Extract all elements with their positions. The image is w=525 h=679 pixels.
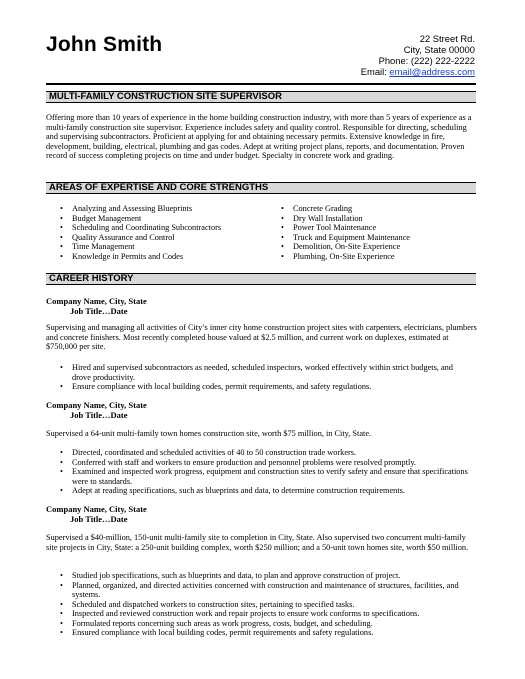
section-bar-summary: [46, 91, 476, 103]
job-title: Job Title…Date: [70, 410, 128, 420]
skills-list-left: [60, 204, 280, 261]
job-bullets: [60, 363, 465, 392]
job-bullet: • Examined and inspected work progress, equipment and construction sites to verify safety and ensure that specifications were to standards.: [60, 467, 470, 486]
job-description: Supervised a $40-million, 150-unit multi-family site to completion in City, State. Also supervised two concurrent multi-family site projects in City, State: a 250-unit building complex, worth $250 million; and a 50-unit town homes site, worth $50 million.: [46, 533, 469, 552]
job-description: Supervised a 64-unit multi-family town homes construction site, worth $75 million, in City, State.: [46, 429, 372, 438]
job-header: [46, 400, 147, 420]
company-name: Company Name, City, State: [46, 504, 147, 514]
skill-item: • Budget Management: [60, 214, 280, 224]
job-bullet: • Conferred with staff and workers to ensure production and personnel problems were resolved promptly.: [60, 458, 470, 468]
job-title: Job Title…Date: [70, 514, 128, 524]
header-rule: [46, 83, 476, 85]
job-bullet: • Directed, coordinated and scheduled activities of 40 to 50 construction trade workers.: [60, 448, 470, 458]
section-bar-skills: [46, 182, 476, 194]
contact-block: [361, 33, 475, 77]
skill-item: • Power Tool Maintenance: [281, 223, 476, 233]
skill-item: • Concrete Grading: [281, 204, 476, 214]
skills-list-right: [281, 204, 476, 261]
section-heading-career: CAREER HISTORY: [49, 273, 134, 284]
skill-item: • Time Management: [60, 242, 280, 252]
candidate-name: John Smith: [46, 33, 163, 56]
skill-item: • Demolition, On-Site Experience: [281, 242, 476, 252]
skill-item: • Quality Assurance and Control: [60, 233, 280, 243]
job-description: Supervising and managing all activities of City’s inner city home construction project sites with carpenters, electricians, plumbers and concrete finishers. Most recently completed house valued at $2.5 million, and current work on duplexes, estimated at $750,000 per site.: [46, 323, 477, 351]
company-name: Company Name, City, State: [46, 400, 147, 410]
section-bar-career: [46, 273, 476, 285]
job-bullet: • Planned, organized, and directed activities concerned with construction and maintenance of structures, facilities, and systems.: [60, 581, 470, 600]
address-line: 22 Street Rd.: [419, 33, 475, 44]
email-label: Email:: [360, 66, 387, 77]
skill-item: • Plumbing, On-Site Experience: [281, 252, 476, 262]
section-heading-summary: MULTI-FAMILY CONSTRUCTION SITE SUPERVISOR: [49, 91, 282, 102]
job-bullet: • Adept at reading specifications, such as blueprints and data, to determine construction requirements.: [60, 486, 470, 496]
section-heading-skills: AREAS OF EXPERTISE AND CORE STRENGTHS: [49, 182, 269, 193]
job-bullet: • Inspected and reviewed construction work and repair projects to ensure work conforms to specifications.: [60, 609, 470, 619]
skill-item: • Dry Wall Installation: [281, 214, 476, 224]
job-bullet: • Ensure compliance with local building codes, permit requirements, and safety regulations.: [60, 382, 465, 392]
job-bullets: [60, 571, 470, 638]
email-link[interactable]: email@address.com: [389, 66, 475, 77]
job-bullet: • Hired and supervised subcontractors as needed, scheduled inspectors, worked effectively within strict budgets, and drove productivity.: [60, 363, 465, 382]
job-bullet: • Studied job specifications, such as blueprints and data, to plan and approve construction of project.: [60, 571, 470, 581]
phone-line: Phone: (222) 222-2222: [378, 55, 475, 66]
job-bullet: • Ensured compliance with local building codes, permit requirements and safety regulations.: [60, 628, 470, 638]
city-line: City, State 00000: [403, 44, 475, 55]
job-bullet: • Scheduled and dispatched workers to construction sites, pertaining to specified tasks.: [60, 600, 470, 610]
email-line: [361, 66, 475, 77]
job-bullets: [60, 448, 470, 496]
skill-item: • Analyzing and Assessing Blueprints: [60, 204, 280, 214]
job-header: [46, 296, 147, 316]
company-name: Company Name, City, State: [46, 296, 147, 306]
skill-item: • Knowledge in Permits and Codes: [60, 252, 280, 262]
job-bullet: • Formulated reports concerning such areas as work progress, costs, budget, and scheduling.: [60, 619, 470, 629]
job-header: [46, 504, 147, 524]
skill-item: • Scheduling and Coordinating Subcontractors: [60, 223, 280, 233]
summary-paragraph: Offering more than 10 years of experience in the home building construction industry, with more than 5 years of experience as a multi-family construction site supervisor. Experience includes safety and quality control. Responsible for directing, scheduling and supervising subcontractors. Proficient at applying for and obtaining necessary permits. Extensive knowledge in fire, development, building, electrical, plumbing and gas codes. Adept at writing project plans, reports, and documentation. Proven record of success completing projects on time and under budget. Specialty in concrete work and grading.: [46, 113, 472, 160]
job-title: Job Title…Date: [70, 306, 128, 316]
skill-item: • Truck and Equipment Maintenance: [281, 233, 476, 243]
